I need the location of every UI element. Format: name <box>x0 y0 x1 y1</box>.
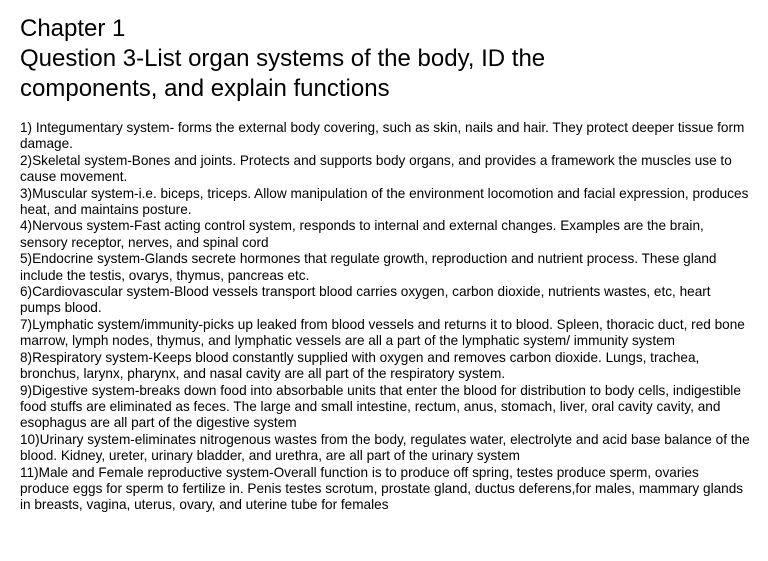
question-heading: Question 3-List organ systems of the body, ID the components, and explain functions <box>20 45 546 102</box>
organ-system-item-urinary: 10)Urinary system-eliminates nitrogenous wastes from the body, regulates water, electrolyte and acid base balance of the blood. Kidney, ureter, urinary bladder, and urethra, are all part of the urinary system <box>20 431 750 464</box>
organ-systems-list <box>20 120 750 514</box>
organ-system-item-lymphatic: 7)Lymphatic system/immunity-picks up leaked from blood vessels and returns it to blood. Spleen, thoracic duct, red bone marrow, lymph nodes, thymus, and lymphatic vessels are all a part of the lymphatic system/ immunity system <box>20 316 745 349</box>
organ-system-item-reproductive: 11)Male and Female reproductive system-Overall function is to produce off spring, testes produce sperm, ovaries produce eggs for sperm to fertilize in. Penis testes scrotum, prostate gland, ductus deferens,for males, mammary glands in breasts, vagina, uterus, ovary, and uterine tube for females <box>20 464 744 513</box>
organ-system-item-endocrine: 5)Endocrine system-Glands secrete hormones that regulate growth, reproduction and nutrient process. These gland include the testis, ovarys, thymus, pancreas etc. <box>20 251 717 283</box>
organ-system-item-digestive: 9)Digestive system-breaks down food into absorbable units that enter the blood for distribution to body cells, indigestible food stuffs are eliminated as feces. The large and small intestine, rectum, anus, stomach, liver, oral cavity cavity, and esophagus are all part of the digestive system <box>20 382 741 431</box>
organ-system-item-integumentary: 1) Integumentary system- forms the external body covering, such as skin, nails and hair. They protect deeper tissue form damage. <box>20 120 745 152</box>
organ-system-item-skeletal: 2)Skeletal system-Bones and joints. Protects and supports body organs, and provides a framework the muscles use to cause movement. <box>20 152 732 185</box>
organ-system-item-cardiovascular: 6)Cardiovascular system-Blood vessels transport blood carries oxygen, carbon dioxide, nutrients wastes, etc, heart pumps blood. <box>20 284 711 316</box>
chapter-heading: Chapter 1 <box>20 15 126 42</box>
organ-system-item-muscular: 3)Muscular system-i.e. biceps, triceps. Allow manipulation of the environment locomotion and facial expression, produces heat, and maintains posture. <box>20 185 749 218</box>
organ-system-item-respiratory: 8)Respiratory system-Keeps blood constantly supplied with oxygen and removes carbon dioxide. Lungs, trachea, bronchus, larynx, pharynx, and nasal cavity are all part of the respiratory system. <box>20 349 700 382</box>
organ-system-item-nervous: 4)Nervous system-Fast acting control system, responds to internal and external changes. Examples are the brain, sensory receptor, nerves, and spinal cord <box>20 218 704 250</box>
